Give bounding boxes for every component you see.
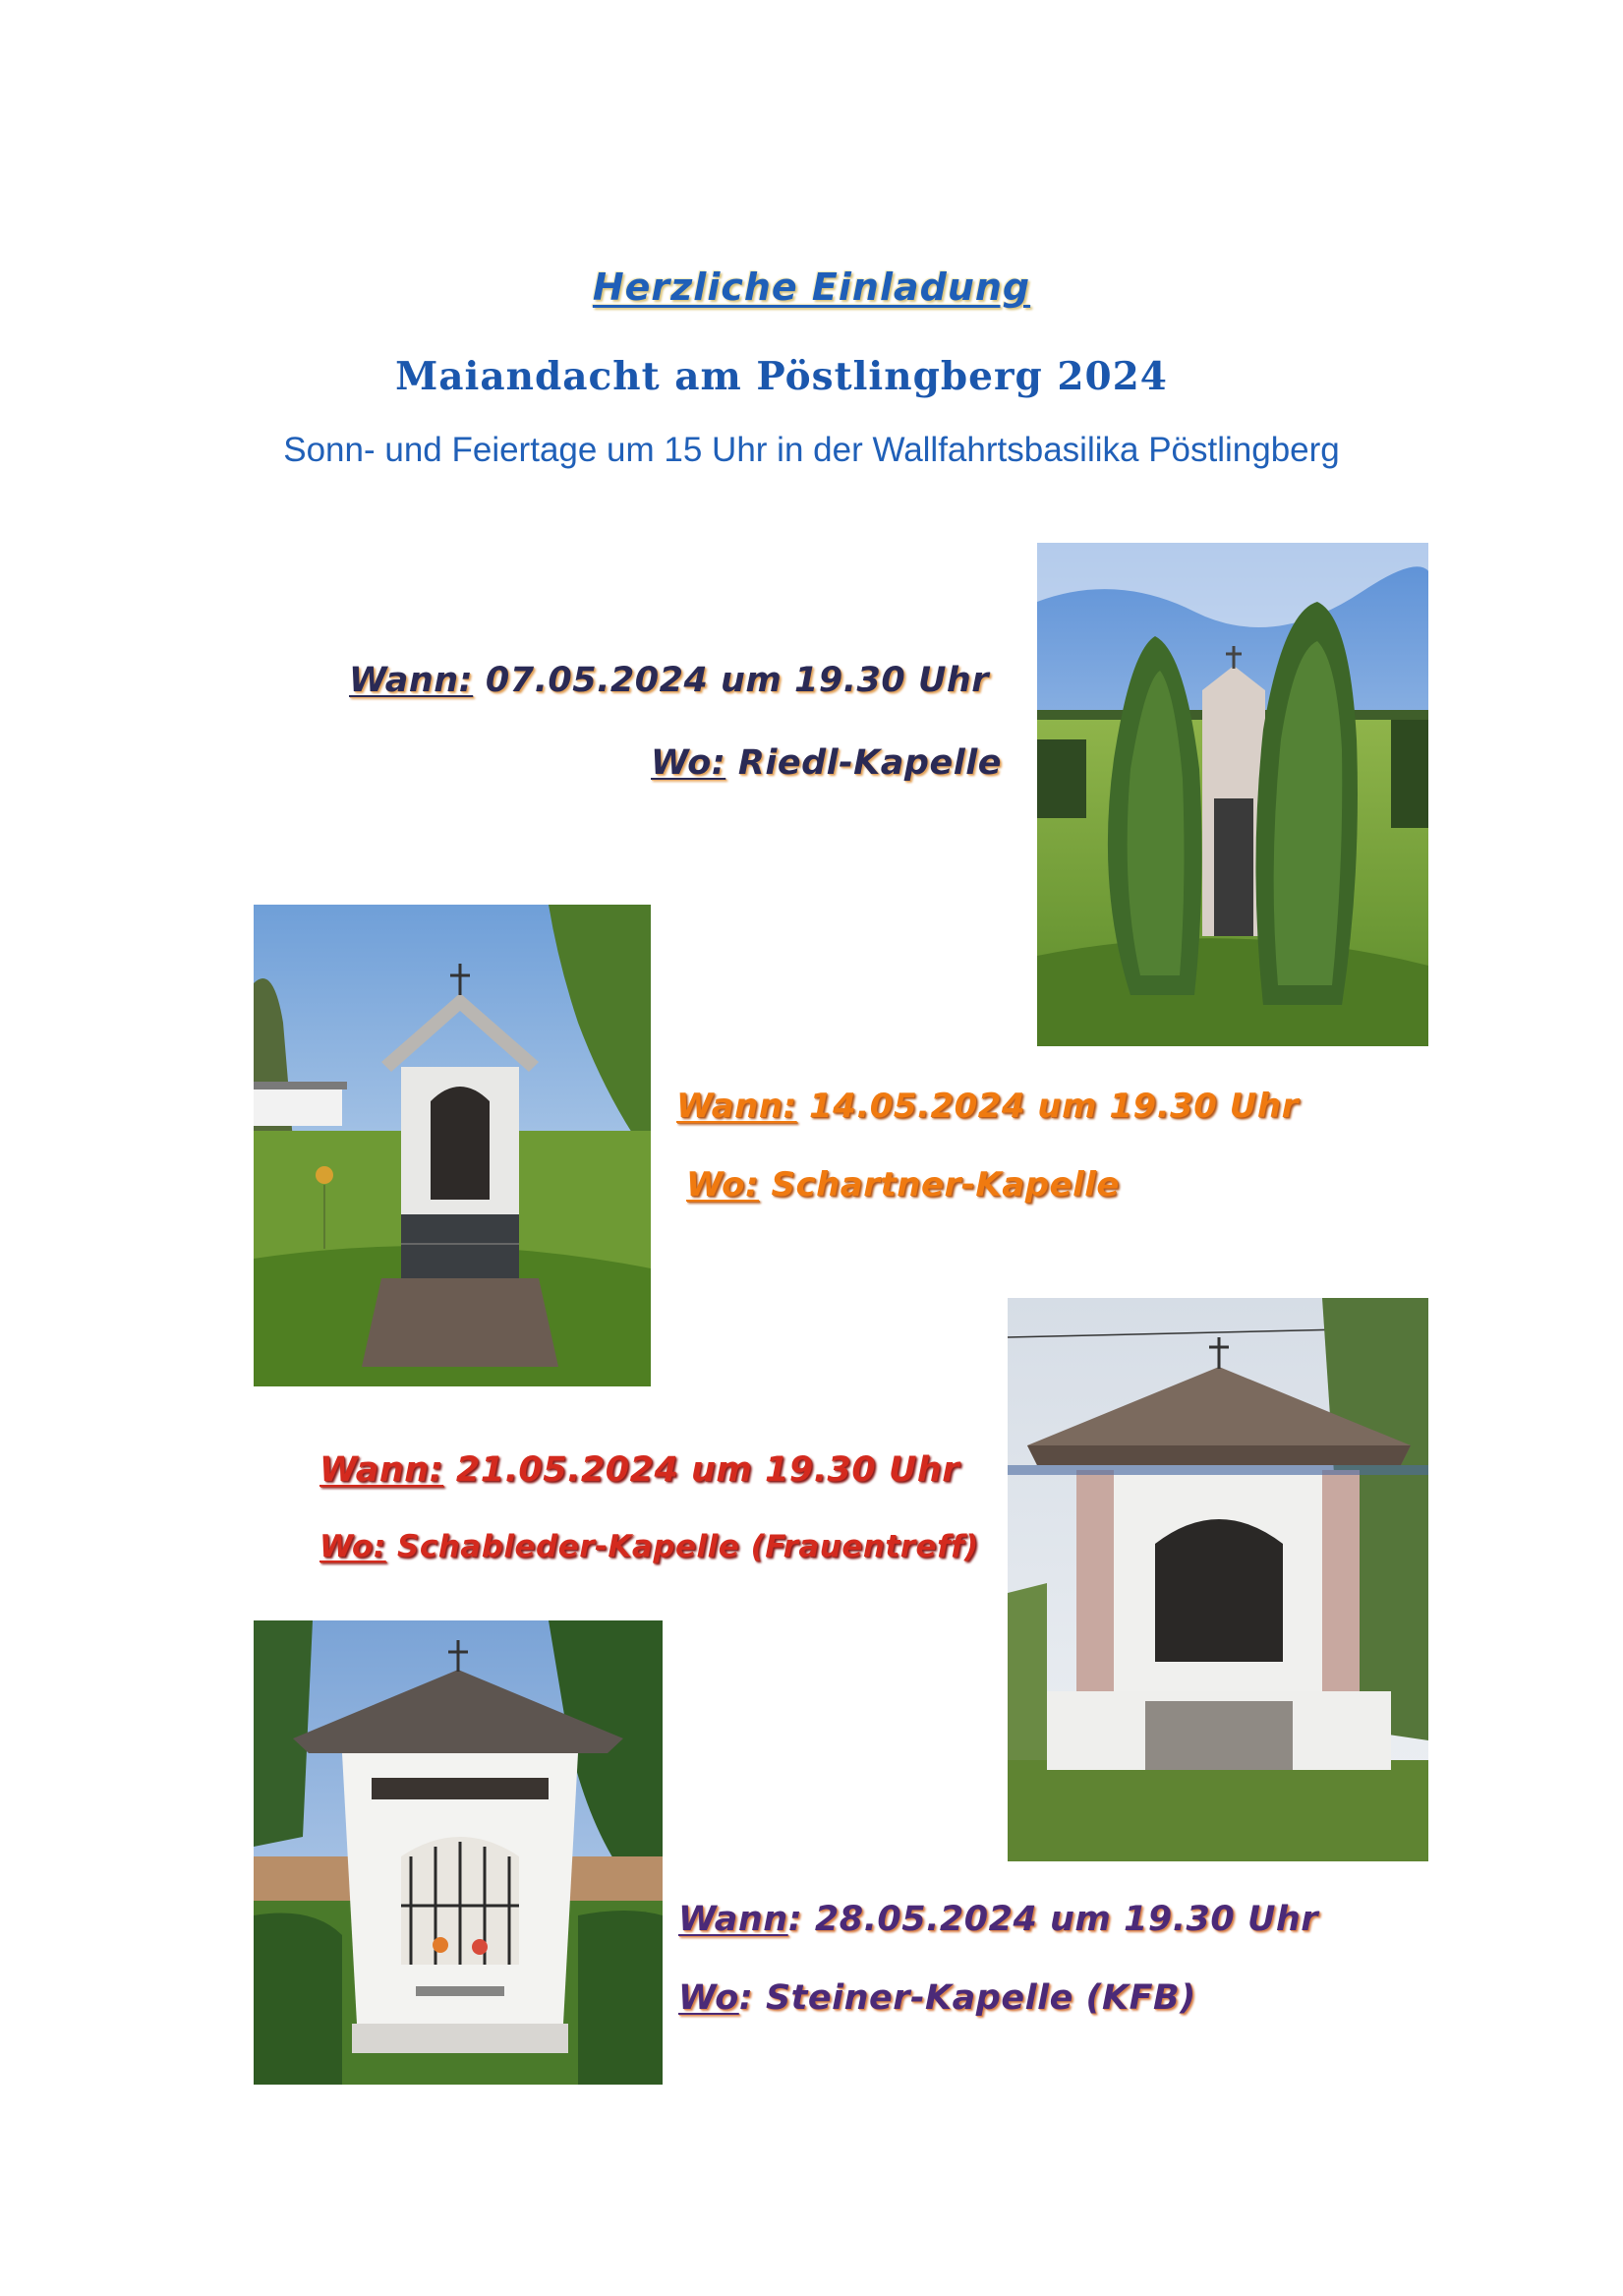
event-4-where-label: Wo <box>678 1978 739 2018</box>
photo-steiner-kapelle <box>254 1620 663 2085</box>
event-4-where-value: Steiner-Kapelle (KFB) <box>765 1978 1196 2018</box>
event-2-when-value: 14.05.2024 um 19.30 Uhr <box>809 1087 1299 1126</box>
event-4-when-value: 28.05.2024 um 19.30 Uhr <box>814 1900 1319 1939</box>
event-1-where-label: Wo: <box>651 743 726 783</box>
event-3-where-value: Schableder-Kapelle (Frauentreff) <box>397 1529 979 1564</box>
photo-schartner-kapelle <box>254 905 651 1386</box>
event-1-where-value: Riedl-Kapelle <box>737 743 1002 783</box>
event-2-where-label: Wo: <box>686 1165 760 1205</box>
event-1-when-value: 07.05.2024 um 19.30 Uhr <box>485 661 990 700</box>
event-2-when-label: Wann: <box>676 1087 797 1126</box>
event-4-when <box>678 1900 1318 1939</box>
event-3-where <box>319 1529 979 1564</box>
event-3-where-label: Wo: <box>319 1529 386 1564</box>
event-3-when <box>319 1450 959 1490</box>
photo-riedl-kapelle <box>1037 543 1428 1046</box>
event-1-where <box>651 743 1002 783</box>
event-1-when-label: Wann: <box>349 661 474 700</box>
event-4-when-label: Wann <box>678 1900 788 1939</box>
photo-schableder-kapelle <box>1008 1298 1428 1861</box>
invitation-heading: Herzliche Einladung <box>592 265 1031 309</box>
event-2-where-value: Schartner-Kapelle <box>771 1165 1120 1205</box>
page-title: Maiandacht am Pöstlingberg 2024 <box>395 354 1168 399</box>
event-1-when <box>349 661 989 700</box>
event-4-where-colon: : <box>738 1978 754 2018</box>
page-subtitle: Sonn- und Feiertage um 15 Uhr in der Wallfahrtsbasilika Pöstlingberg <box>283 431 1340 469</box>
event-2-where <box>686 1165 1120 1205</box>
event-2-when <box>676 1087 1299 1126</box>
event-4-when-colon: : <box>787 1900 803 1939</box>
event-3-when-value: 21.05.2024 um 19.30 Uhr <box>455 1450 960 1490</box>
event-4-where <box>678 1978 1196 2018</box>
event-3-when-label: Wann: <box>319 1450 444 1490</box>
